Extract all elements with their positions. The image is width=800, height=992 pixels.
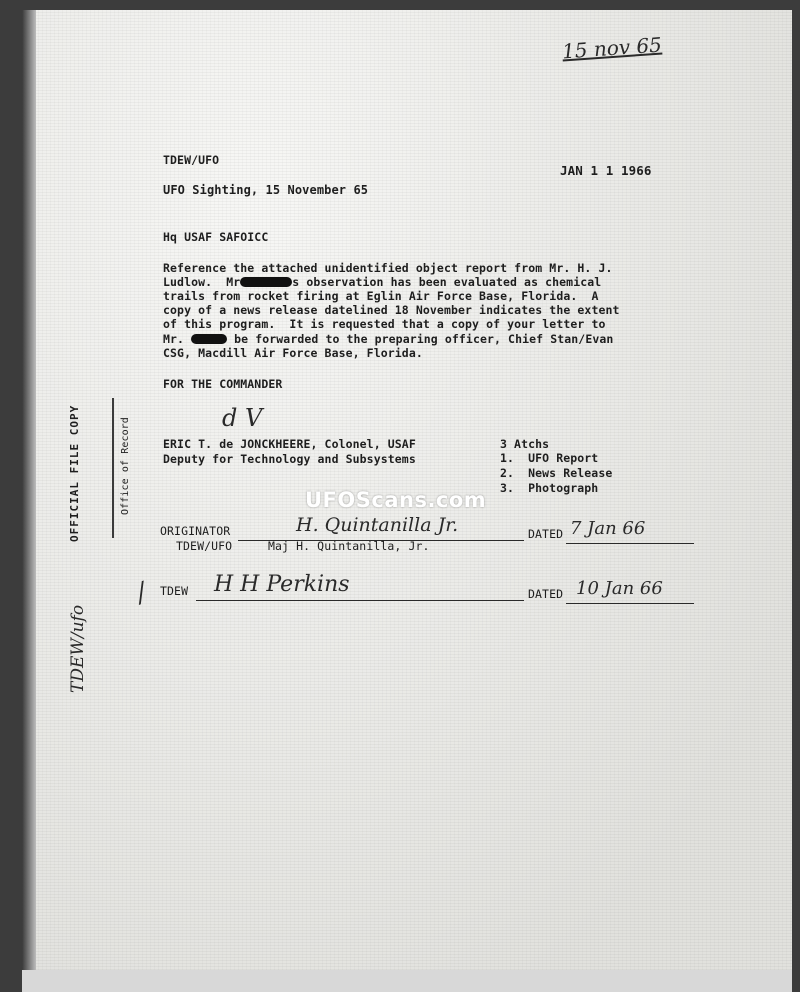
subject-line: UFO Sighting, 15 November 65 bbox=[163, 183, 369, 197]
attachment-item: 3. Photograph bbox=[500, 481, 599, 495]
handwritten-reference: 15 nov 65 bbox=[561, 32, 663, 64]
dated-label: DATED bbox=[528, 587, 564, 601]
originator-office: TDEW/UFO bbox=[176, 539, 233, 553]
coordination-mark: / bbox=[132, 577, 151, 609]
attachment-item: 1. UFO Report bbox=[500, 451, 599, 465]
handwritten-margin-note: TDEW/ufo bbox=[68, 604, 88, 693]
body-line bbox=[163, 275, 601, 290]
second-signature-line bbox=[196, 600, 524, 601]
signer-name: ERIC T. de JONCKHEERE, Colonel, USAF bbox=[163, 437, 416, 451]
margin-box-line bbox=[112, 398, 114, 538]
redaction-bar bbox=[240, 277, 292, 287]
for-the-commander: FOR THE COMMANDER bbox=[163, 377, 283, 391]
body-line: CSG, Macdill Air Force Base, Florida. bbox=[163, 346, 423, 360]
initials-signature: d V bbox=[222, 404, 263, 432]
watermark: UFOScans.com bbox=[305, 488, 487, 512]
body-text: s observation has been evaluated as chemical bbox=[292, 275, 602, 289]
office-of-record-stamp: Office of Record bbox=[120, 417, 131, 515]
body-text: Ludlow. Mr bbox=[163, 275, 241, 289]
body-line: of this program. It is requested that a copy of your letter to bbox=[163, 317, 606, 331]
addressee: Hq USAF SAFOICC bbox=[163, 230, 269, 244]
originator-label: ORIGINATOR bbox=[160, 524, 231, 538]
attachments-header: 3 Atchs bbox=[500, 437, 550, 451]
originator-name: Maj H. Quintanilla, Jr. bbox=[268, 539, 430, 553]
originator-date-line bbox=[566, 543, 694, 544]
body-line bbox=[163, 332, 613, 347]
date-stamp: JAN 1 1 1966 bbox=[560, 163, 652, 178]
scan-edge-bottom bbox=[22, 970, 792, 992]
dated-label: DATED bbox=[528, 527, 564, 541]
originator-signature: H. Quintanilla Jr. bbox=[296, 514, 459, 536]
office-symbol: TDEW/UFO bbox=[163, 153, 220, 167]
official-file-copy-stamp: OFFICIAL FILE COPY bbox=[68, 404, 81, 542]
body-line: copy of a news release datelined 18 November indicates the extent bbox=[163, 303, 620, 317]
originator-date: 7 Jan 66 bbox=[570, 518, 646, 539]
second-office: TDEW bbox=[160, 584, 189, 598]
attachment-item: 2. News Release bbox=[500, 466, 613, 480]
second-date-line bbox=[566, 603, 694, 604]
scan-edge-left bbox=[22, 10, 36, 976]
body-line: trails from rocket firing at Eglin Air Force Base, Florida. A bbox=[163, 289, 599, 303]
second-signature: H H Perkins bbox=[214, 572, 350, 597]
signer-title: Deputy for Technology and Subsystems bbox=[163, 452, 416, 466]
body-text: Mr. bbox=[163, 332, 185, 346]
body-text: be forwarded to the preparing officer, Chief Stan/Evan bbox=[234, 332, 614, 346]
body-line: Reference the attached unidentified object report from Mr. H. J. bbox=[163, 261, 613, 275]
second-date: 10 Jan 66 bbox=[576, 578, 663, 599]
redaction-bar bbox=[191, 334, 227, 344]
